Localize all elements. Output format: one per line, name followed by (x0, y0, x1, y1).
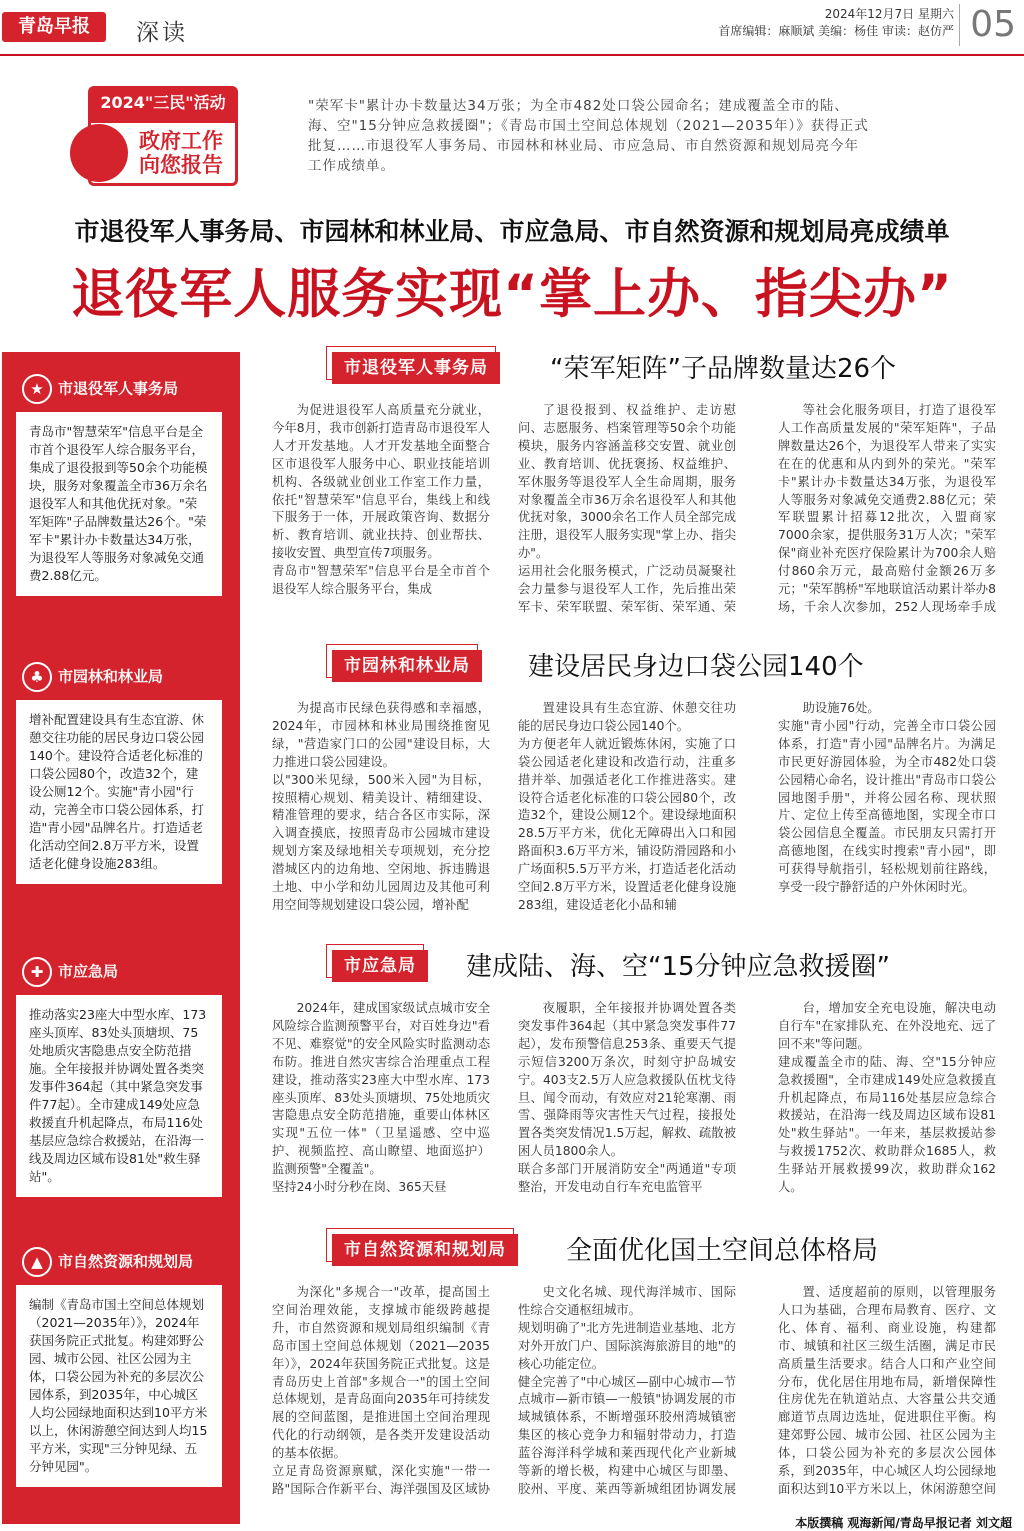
badge-emblem-icon (70, 124, 128, 182)
section-title: 全面优化国土空间总体格局 (566, 1236, 879, 1266)
byline: 本版撰稿 观海新闻/青岛早报记者 刘文超 (795, 1516, 1012, 1530)
article-column: 助设施76处。 实施"青小园"行动，完善全市口袋公园体系，打造"青小园"品牌名片。为满足市民更好游园体验，为全市482处口袋公园精心命名，设计推出"青岛市口袋公园地图手册"，并将公园名称、现状照片、定位上传至高德地图，实现全市口袋公园信息全覆盖。市民朋友只需打开高德地图，在线实时搜索"青小园"，即可获得导航指引，轻松规划前往路线，享受一段宁静舒适的户外休闲时光。 (778, 701, 996, 895)
article-column: 等社会化服务项目，打造了退役军人工作高质量发展的"荣军矩阵"，子品牌数量达26个，为退役军人带来了实实在在的优惠和从内到外的荣光。"荣军卡"累计办卡数量达34万张，为退役军人等服务对象减免交通费2.88亿元；荣军联盟累计招募12批次，入盟商家7000余家，提供服务31万人次；"荣军保"商业补充医疗保险累计为700余人赔付860余万元，最高赔付金额26万多元；"荣军鹊桥"军地联谊活动累计举办8场，千余人次参加，252人现场牵手成 (778, 403, 996, 614)
editor-credits: 首席编辑：麻顺斌 美编：杨佳 审读：赵仿严 (718, 24, 954, 38)
sidebar-heading-label: 市应急局 (58, 962, 119, 981)
article-column: 史文化名城、现代海洋城市、国际性综合交通枢纽城市。 规划明确了"北方先进制造业基地、北方对外开放门户、国际滨海旅游目的地"的核心功能定位。 健全完善了"中心城区—副中心城市—节点城市—新市镇—一般镇"协调发展的市域城镇体系，不断增强环胶州湾城镇密集区的核心竞争力和辐射带动力，打造蓝谷海洋科学城和莱西现代化产业新城等新的增长极，构建中心城区与即墨、胶州、平度、莱西等新城组团协调发展 (518, 1285, 736, 1496)
newspaper-logo: 青岛早报 (2, 12, 106, 42)
department-icon: ▲ (22, 1247, 52, 1277)
sidebar-summary: 青岛市"智慧荣军"信息平台是全市首个退役军人综合服务平台，集成了退役报到等50余个功能模块，服务对象覆盖全市36万余名退役军人和其他优抚对象。"荣军矩阵"子品牌数量达26个。"荣军卡"累计办卡数量达34万张，为退役军人等服务对象减免交通费2.88亿元。 (16, 412, 222, 596)
subheadline: 市退役军人事务局、市园林和林业局、市应急局、市自然资源和规划局亮成绩单 (74, 217, 950, 246)
article-column: 2024年，建成国家级试点城市安全风险综合监测预警平台，对百姓身边"看不见、难察觉"的安全风险实时监测动态布防。推进自然灾害综合治理重点工程建设，推动落实23座大中型水库、173座头顶库、83处头顶塘坝、75处地质灾害隐患点安全防范措施，重要山体林区实现"五位一体"（卫星遥感、空中巡护、视频监控、高山瞭望、地面巡护）监测预警"全覆盖"。 坚持24小时分秒在岗、365天昼 (272, 1001, 490, 1195)
header-info (718, 6, 954, 40)
sidebar-heading (22, 1247, 193, 1277)
campaign-badge (70, 86, 238, 186)
sidebar-heading-label: 市园林和林业局 (58, 667, 164, 686)
sidebar-heading (22, 662, 163, 692)
badge-title: 2024"三民"活动 (88, 86, 238, 120)
article-column: 了退役报到、权益维护、走访慰问、志愿服务、档案管理等50余个功能模块，服务内容涵盖移交安置、就业创业、教育培训、优抚褒扬、权益维护、军休服务等退役军人全生命周期，服务对象覆盖全市36万余名退役军人和其他优抚对象，3000余名工作人员全部完成注册，退役军人服务实现"掌上办、指尖办"。 运用社会化服务模式，广泛动员凝聚社会力量参与退役军人工作，先后推出荣军卡、荣军联盟、荣军街、荣军通、荣 (518, 403, 736, 614)
issue-date: 2024年12月7日 星期六 (824, 7, 954, 21)
article-column: 夜履职，全年接报并协调处置各类突发事件364起（其中紧急突发事件77起），发布预警信息253条、重要天气提示短信3200万条次，时刻守护岛城安宁。403支2.5万人应急救援队伍枕戈待旦、闻令而动，有效应对21轮寒潮、雨雪、强降雨等灾害性天气过程，接报处置各类突发情况1.5万起，解救、疏散被困人员1800余人。 联合多部门开展消防安全"两通道"专项整治，开发电动自行车充电监管平 (518, 1001, 736, 1195)
department-tag: 市自然资源和规划局 (332, 1234, 518, 1266)
article-column: 台，增加安全充电设施，解决电动自行车"在家排队充、在外没地充、远了回不来"等问题。 建成覆盖全市的陆、海、空"15分钟应急救援圈"，全市建成149处应急救援直升机起降点，布局116处基层应急综合救援站，在沿海一线及周边区域布设81处"救生驿站"。一年来，基层救援站参与救援1752次、救助群众1685人，救生驿站开展救援99次，救助群众162人。 (778, 1001, 996, 1195)
article-column: 置建设具有生态宜游、休憩交往功能的居民身边口袋公园140个。 为方便老年人就近锻炼休闲，实施了口袋公园适老化建设和改造行动，注重多措并举、加强适老化工作推进落实。建设符合适老化标准的口袋公园80个，改造32个，建设公厕12个。建设绿地面积28.5万平方米，优化无障碍出入口和园路面积3.6万平方米，铺设防滑园路和小广场面积5.5万平方米，打造适老化活动空间2.8万平方米，设置适老化健身设施283组，建设适老化小品和辅 (518, 701, 736, 912)
badge-text: 政府工作 向您报告 (139, 129, 223, 177)
sidebar-heading (22, 374, 178, 404)
sidebar-heading-label: 市退役军人事务局 (58, 379, 179, 398)
article-column: 置、适度超前的原则，以管理服务人口为基础，合理布局教育、医疗、文化、体育、福利、商业设施，构建都市、城镇和社区三级生活圈，满足市民高质量生活要求。结合人口和产业空间分布，优化居住用地布局，新增保障性住房优先在轨道站点、大容量公共交通廊道节点周边选址，促进职住平衡。构建郊野公园、城市公园、社区公园为主体，口袋公园为补充的多层次公园体系，到2035年，中心城区人均公园绿地面积达到10平方米以上，休闲游憩空间 (778, 1285, 996, 1496)
section-title: 建成陆、海、空“15分钟应急救援圈” (466, 952, 891, 982)
department-tag: 市应急局 (332, 950, 428, 982)
department-tag: 市园林和林业局 (332, 650, 482, 682)
sidebar-summary: 推动落实23座大中型水库、173座头顶库、83处头顶塘坝、75处地质灾害隐患点安全防范措施。全年接报并协调处置各类突发事件364起（其中紧急突发事件77起）。全市建成149处应急救援直升机起降点，布局116处基层应急综合救援站，在沿海一线及周边区域布设81处"救生驿站"。 (16, 995, 222, 1197)
section-name: 深读 (136, 20, 188, 46)
sidebar-summary: 编制《青岛市国土空间总体规划（2021—2035年）》，2024年获国务院正式批复。构建郊野公园、城市公园、社区公园为主体，口袋公园为补充的多层次公园体系，到2035年，中心城区人均公园绿地面积达到10平方米以上，休闲游憩空间达到人均15平方米，实现"三分钟见绿、五分钟见园"。 (16, 1285, 222, 1487)
article-column: 为深化"多规合一"改革，提高国土空间治理效能，支撑城市能级跨越提升，市自然资源和规划局组织编制《青岛市国土空间总体规划（2021—2035年）》，2024年获国务院正式批复。这是青岛历史上首部"多规合一"的国土空间总体规划，是青岛面向2035年可持续发展的空间蓝图，是推进国土空间治理现代化的行动纲领，是各类开发建设活动的基本依据。 立足青岛资源禀赋，深化实施"一带一路"国际合作新平台、海洋强国及区域协 (272, 1285, 490, 1496)
sidebar-summary: 增补配置建设具有生态宜游、休憩交往功能的居民身边口袋公园140个。建设符合适老化标准的口袋公园80个，改造32个，建设公厕12个。实施"青小园"行动，完善全市口袋公园体系，打造"青小园"品牌名片。打造适老化活动空间2.8万平方米，设置适老化健身设施283组。 (16, 700, 222, 884)
article-column: 为促进退役军人高质量充分就业，今年8月，我市创新打造青岛市退役军人人才开发基地。人才开发基地全面整合区市退役军人服务中心、职业技能培训机构、各级就业创业工作室工作力量，依托"智慧荣军"信息平台，集线上和线下服务于一体，开展政策咨询、数据分析、教育培训、就业扶持、创业帮扶、接收安置、典型宣传7项服务。 青岛市"智慧荣军"信息平台是全市首个退役军人综合服务平台，集成 (272, 403, 490, 597)
department-icon: ♣ (22, 662, 52, 692)
intro-paragraph: "荣军卡"累计办卡数量达34万张；为全市482处口袋公园命名；建成覆盖全市的陆、海、空"15分钟应急救援圈"；《青岛市国土空间总体规划（2021—2035年）》获得正式批复……市退役军人事务局、市园林和林业局、市应急局、市自然资源和规划局亮今年工作成绩单。 (308, 98, 869, 174)
headline: 退役军人服务实现“掌上办、指尖办” (71, 264, 953, 325)
sidebar-heading-label: 市自然资源和规划局 (58, 1252, 194, 1271)
page-header (0, 0, 1024, 56)
page-number: 05 (959, 4, 1016, 46)
sidebar-heading (22, 957, 118, 987)
header-rule (0, 54, 1024, 56)
article-column: 为提高市民绿色获得感和幸福感，2024年，市园林和林业局围绕推窗见绿，"营造家门口的公园"建设目标，大力推进口袋公园建设。 以"300米见绿，500米入园"为目标，按照精心规划、精美设计、精细建设、精准管理的要求，结合各区市实际，深入调查摸底，按照青岛市公园城市建设规划方案及绿地相关专项规划，充分挖潜城区内的边角地、空闲地、拆违腾退土地、中小学和幼儿园周边及其他可利用空间等规划建设口袋公园，增补配 (272, 701, 490, 912)
section-title: 建设居民身边口袋公园140个 (528, 652, 864, 682)
section-title: “荣军矩阵”子品牌数量达26个 (550, 354, 897, 384)
sidebar (2, 352, 240, 1524)
department-icon: ★ (22, 374, 52, 404)
department-tag: 市退役军人事务局 (332, 352, 500, 384)
department-icon: ✚ (22, 957, 52, 987)
